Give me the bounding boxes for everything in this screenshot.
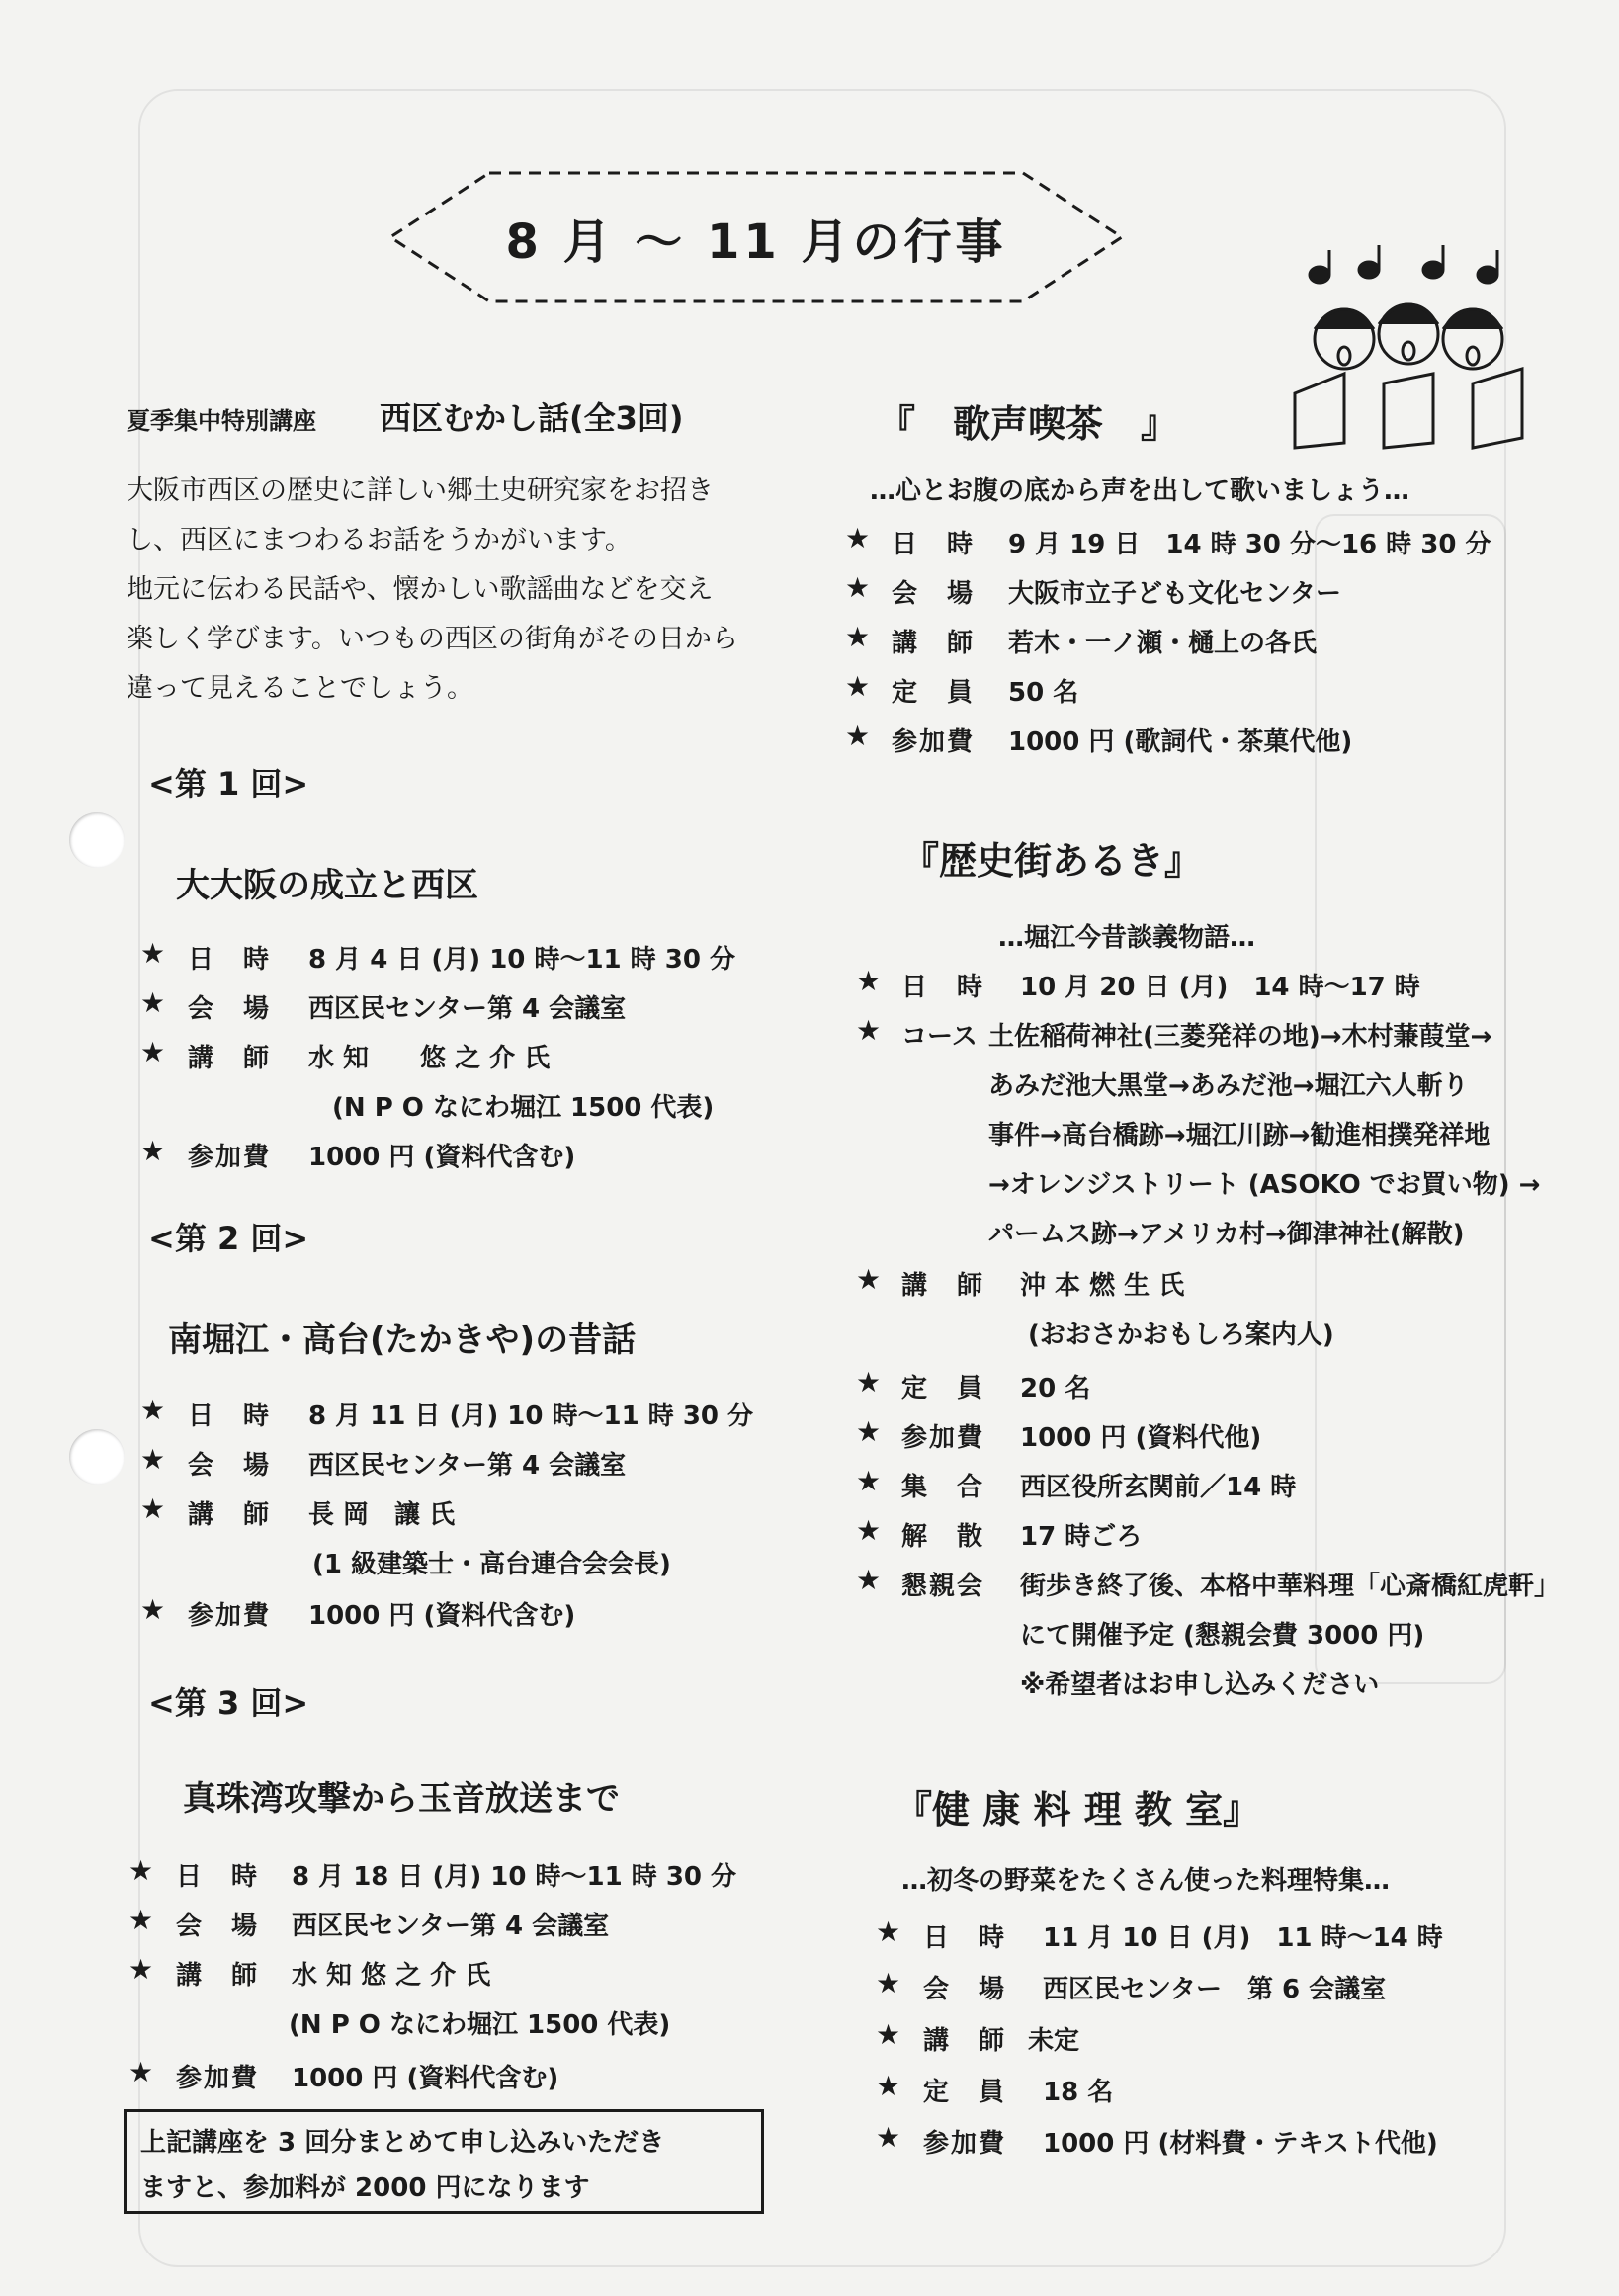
row-key: 参加費 <box>176 2064 260 2093</box>
intro-label: 夏季集中特別講座 <box>127 407 316 435</box>
row-key: 定 員 <box>901 1374 985 1403</box>
row-value: 西区民センター 第 6 会議室 <box>1043 1975 1387 2004</box>
row-key: 日 時 <box>892 530 976 559</box>
star-icon: ★ <box>856 1014 882 1047</box>
row-value: 1000 円 (材料費・テキスト代他) <box>1043 2129 1438 2159</box>
star-icon: ★ <box>845 720 871 752</box>
row-value: 大阪市立子ども文化センター <box>1008 579 1341 609</box>
intro-line: 違って見えることでしょう。 <box>127 673 473 704</box>
star-icon: ★ <box>845 522 871 554</box>
row-key: 日 時 <box>923 1923 1007 1953</box>
star-icon: ★ <box>856 965 882 997</box>
row-key: 会 場 <box>892 579 976 609</box>
row-value: 11 月 10 日 (月) 11 時～14 時 <box>1043 1923 1443 1953</box>
row-key: 日 時 <box>188 945 272 975</box>
star-icon: ★ <box>856 1465 882 1497</box>
intro-line: 地元に伝わる民話や、懐かしい歌謡曲などを交え <box>127 574 714 605</box>
star-icon: ★ <box>128 1904 154 1936</box>
star-icon: ★ <box>140 937 166 970</box>
session-1-label: <第 1 回> <box>148 765 309 803</box>
star-icon: ★ <box>128 1953 154 1986</box>
note-line: ますと、参加料が 2000 円になります <box>140 2173 590 2203</box>
star-icon: ★ <box>876 1967 901 1999</box>
star-icon: ★ <box>876 2018 901 2051</box>
punch-hole-bottom <box>69 1429 125 1485</box>
star-icon: ★ <box>876 2070 901 2102</box>
star-icon: ★ <box>856 1514 882 1547</box>
row-key: 会 場 <box>188 1451 272 1481</box>
row-value: 1000 円 (歌詞代・茶菓代他) <box>1008 727 1353 757</box>
star-icon: ★ <box>140 1036 166 1068</box>
row-value: 沖 本 燃 生 氏 <box>1020 1271 1185 1301</box>
row-key: 講 師 <box>188 1500 272 1530</box>
star-icon: ★ <box>140 1492 166 1525</box>
page-title-banner <box>381 163 1132 311</box>
row-key: 参加費 <box>188 1601 272 1631</box>
row-value: 水 知 悠 之 介 氏 <box>292 1961 491 1991</box>
intro-line: し、西区にまつわるお話をうかがいます。 <box>127 525 632 555</box>
kasei-title: 『 歌声喫茶 』 <box>878 402 1179 446</box>
star-icon: ★ <box>140 986 166 1019</box>
star-icon: ★ <box>856 1366 882 1399</box>
rekishi-title: 『歴史街あるき』 <box>901 839 1203 883</box>
rekishi-subtitle: …堀江今昔談義物語… <box>998 923 1256 953</box>
star-icon: ★ <box>140 1443 166 1476</box>
row-value: 1000 円 (資料代含む) <box>308 1143 576 1172</box>
row-value: 水 知 悠 之 介 氏 <box>308 1044 551 1073</box>
kasei-subtitle: …心とお腹の底から声を出して歌いましょう… <box>870 476 1410 506</box>
intro-body <box>127 467 818 714</box>
star-icon: ★ <box>876 2121 901 2154</box>
row-value: 1000 円 (資料代含む) <box>292 2064 559 2093</box>
star-icon: ★ <box>856 1415 882 1448</box>
row-value: (おおさかおもしろ案内人) <box>1028 1320 1334 1350</box>
star-icon: ★ <box>140 1135 166 1167</box>
row-key: 参加費 <box>188 1143 272 1172</box>
row-value: 西区民センター第 4 会議室 <box>292 1912 610 1941</box>
star-icon: ★ <box>845 621 871 653</box>
row-key: 日 時 <box>901 973 985 1002</box>
session-3-title: 真珠湾攻撃から玉音放送まで <box>183 1779 620 1819</box>
star-icon: ★ <box>140 1593 166 1626</box>
kenko-title: 『健 康 料 理 教 室』 <box>895 1788 1261 1831</box>
singers-illustration-icon <box>1285 245 1532 453</box>
discount-note-box <box>124 2109 764 2214</box>
row-value: 10 月 20 日 (月) 14 時～17 時 <box>1020 973 1420 1002</box>
star-icon: ★ <box>140 1394 166 1426</box>
punch-hole-top <box>69 812 125 868</box>
row-value: 街歩き終了後、本格中華料理「心斎橋紅虎軒」 <box>1020 1572 1561 1601</box>
row-key: 日 時 <box>188 1402 272 1431</box>
row-value: 長 岡 讓 氏 <box>308 1500 456 1530</box>
row-value: (N P O なにわ堀江 1500 代表) <box>332 1093 715 1123</box>
row-value: 西区役所玄関前／14 時 <box>1020 1473 1297 1502</box>
row-key: 会 場 <box>188 994 272 1024</box>
row-key: コース <box>901 1022 978 1052</box>
row-value: 1000 円 (資料代含む) <box>308 1601 576 1631</box>
row-value: 9 月 19 日 14 時 30 分～16 時 30 分 <box>1008 530 1491 559</box>
row-key: 会 場 <box>923 1975 1007 2004</box>
row-value: あみだ池大黒堂→あみだ池→堀江六人斬り <box>988 1071 1469 1101</box>
row-value: 若木・一ノ瀬・樋上の各氏 <box>1008 629 1318 658</box>
page-title: 8 月 ～ 11 月の行事 <box>505 213 1007 270</box>
star-icon: ★ <box>128 2056 154 2088</box>
row-key: 講 師 <box>188 1044 272 1073</box>
row-key: 解 散 <box>901 1522 985 1552</box>
row-value: 18 名 <box>1043 2078 1114 2107</box>
row-key: 講 師 <box>176 1961 260 1991</box>
kenko-subtitle: …初冬の野菜をたくさん使った料理特集… <box>901 1866 1391 1896</box>
row-key: 定 員 <box>892 678 976 708</box>
row-value: (N P O なにわ堀江 1500 代表) <box>289 2010 671 2040</box>
row-key: 参加費 <box>901 1423 985 1453</box>
row-value: 土佐稲荷神社(三菱発祥の地)→木村蒹葭堂→ <box>988 1022 1492 1052</box>
row-value: (1 級建築士・高台連合会会長) <box>312 1550 671 1579</box>
row-key: 参加費 <box>892 727 976 757</box>
intro-line: 楽しく学びます。いつもの西区の街角がその日から <box>127 624 738 654</box>
row-key: 講 師 <box>892 629 976 658</box>
star-icon: ★ <box>856 1263 882 1296</box>
row-value: 事件→高台橋跡→堀江川跡→勧進相撲発祥地 <box>988 1121 1491 1150</box>
star-icon: ★ <box>128 1854 154 1887</box>
row-value: 1000 円 (資料代他) <box>1020 1423 1262 1453</box>
row-value: 17 時ごろ <box>1020 1522 1143 1552</box>
row-key: 参加費 <box>923 2129 1007 2159</box>
star-icon: ★ <box>845 670 871 703</box>
row-value: 50 名 <box>1008 678 1079 708</box>
row-value: 8 月 18 日 (月) 10 時～11 時 30 分 <box>292 1862 737 1892</box>
row-value: 未定 <box>1028 2026 1080 2056</box>
session-2-title: 南堀江・高台(たかきや)の昔話 <box>168 1320 637 1360</box>
star-icon: ★ <box>845 571 871 604</box>
row-value: 20 名 <box>1020 1374 1091 1403</box>
intro-line: 大阪市西区の歴史に詳しい郷土史研究家をお招き <box>127 475 714 506</box>
session-2-label: <第 2 回> <box>148 1220 309 1257</box>
star-icon: ★ <box>856 1564 882 1596</box>
row-key: 懇親会 <box>901 1572 985 1601</box>
session-1-title: 大大阪の成立と西区 <box>176 866 478 905</box>
row-key: 集 合 <box>901 1473 985 1502</box>
row-value: 西区民センター第 4 会議室 <box>308 1451 627 1481</box>
row-key: 会 場 <box>176 1912 260 1941</box>
row-value: 8 月 4 日 (月) 10 時～11 時 30 分 <box>308 945 735 975</box>
row-value: 8 月 11 日 (月) 10 時～11 時 30 分 <box>308 1402 754 1431</box>
session-3-label: <第 3 回> <box>148 1684 309 1722</box>
note-line: 上記講座を 3 回分まとめて申し込みいただき <box>140 2128 665 2158</box>
star-icon: ★ <box>876 1915 901 1948</box>
row-value: パームス跡→アメリカ村→御津神社(解散) <box>988 1220 1465 1249</box>
row-value: ※希望者はお申し込みください <box>1020 1670 1380 1700</box>
row-key: 日 時 <box>176 1862 260 1892</box>
row-value: 西区民センター第 4 会議室 <box>308 994 627 1024</box>
row-key: 定 員 <box>923 2078 1007 2107</box>
row-value: →オレンジストリート (ASOKO でお買い物) → <box>988 1170 1541 1200</box>
row-value: にて開催予定 (懇親会費 3000 円) <box>1020 1621 1425 1651</box>
intro-title: 西区むかし話(全3回) <box>380 399 684 437</box>
row-key: 講 師 <box>901 1271 985 1301</box>
row-key: 講 師 <box>923 2026 1007 2056</box>
